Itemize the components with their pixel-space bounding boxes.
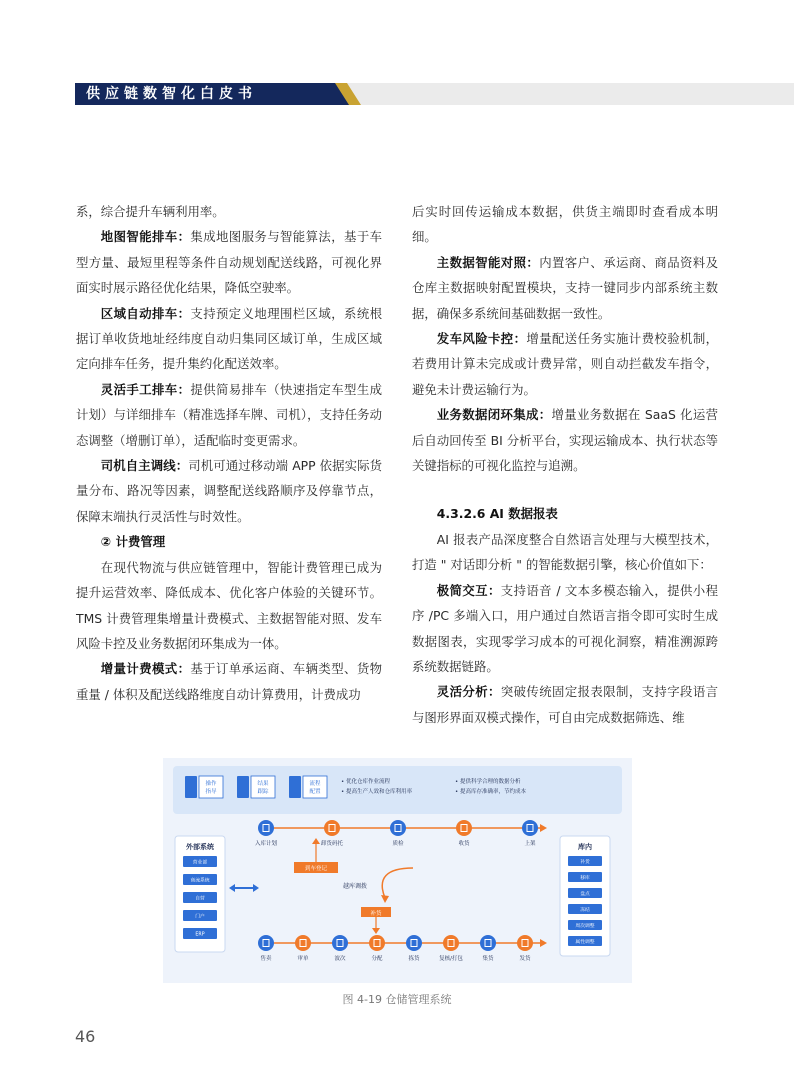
body-paragraph: AI 报表产品深度整合自然语言处理与大模型技术，打造 " 对话即分析 " 的智能数据引擎，核心价值如下： xyxy=(412,531,718,573)
warehouse-title: 库内 xyxy=(578,843,592,851)
feature-text: 基于订单承运商、车辆类型、货物重量 / 体积及配送线路维度自动计算费用，计费成功 xyxy=(76,661,383,702)
flow-step-label: 上架 xyxy=(524,841,536,847)
top-bullet: • 提高生产人效和仓库利用率 xyxy=(341,789,412,795)
top-box-label: 流程 xyxy=(309,781,321,787)
feature-label: 灵活手工排车： xyxy=(100,381,191,397)
flow-step-icon xyxy=(324,820,340,836)
flow-step-label: 质检 xyxy=(392,841,404,847)
right-text-column xyxy=(412,199,718,730)
flow-step-label: 收货 xyxy=(458,841,470,847)
top-box-label: 结果 xyxy=(257,781,269,787)
external-system-label: 营业部 xyxy=(192,860,208,866)
feature-paragraph xyxy=(76,656,382,707)
warehouse-item-label: 冻结 xyxy=(580,908,590,913)
flow-step-label: 集货 xyxy=(482,956,494,962)
feature-label: 司机自主调线： xyxy=(100,458,189,474)
top-bullet: • 提高库存准确率，节约成本 xyxy=(455,789,526,795)
external-systems-title: 外部系统 xyxy=(186,843,214,851)
figure-caption: 图 4-19 仓储管理系统 xyxy=(342,993,452,1006)
feature-label: 地图智能排车： xyxy=(100,229,191,245)
subsection-heading: ② 计费管理 xyxy=(100,534,166,550)
top-function-box xyxy=(237,776,275,798)
flow-step-label: 复核/打包 xyxy=(439,956,463,962)
warehouse-item-label: 盘点 xyxy=(580,892,590,897)
feature-text: 支持语音 / 文本多模态输入，提供小程序 /PC 多端入口，用户通过自然语言指令即可实时生成数据图表，实现零学习成本的可视化洞察，精准溯源跨系统数据链路。 xyxy=(412,582,718,674)
flow-step-label: 售卖 xyxy=(260,956,272,962)
replenish-label: 补货 xyxy=(370,911,382,917)
feature-label: 极简交互： xyxy=(436,582,501,598)
top-bullet: • 优化仓库作业流程 xyxy=(341,779,390,785)
top-box-label-line2: 指导 xyxy=(205,789,217,795)
body-paragraph: 在现代物流与供应链管理中，智能计费管理已成为提升运营效率、降低成本、优化客户体验的关键环节。TMS 计费管理集增量计费模式、主数据智能对照、发车风险卡控及业务数据闭环集成为一体。 xyxy=(76,559,382,651)
feature-text: 突破传统固定报表限制，支持字段语言与图形界面双模式操作，可自由完成数据筛选、维 xyxy=(412,684,719,725)
flow-step-label: 入库计划 xyxy=(254,841,278,847)
top-function-box xyxy=(185,776,223,798)
feature-text: 集成地图服务与智能算法，基于车型方量、最短里程等条件自动规划配送线路，可视化界面实时展示路径优化结果，降低空驶率。 xyxy=(76,229,383,296)
feature-text: 提供简易排车（快速指定车型生成计划）与详细排车（精准选择车牌、司机），支持任务动态调整（增删订单），适配临时变更需求。 xyxy=(76,381,383,448)
warehouse-item-label: 补货 xyxy=(580,860,590,865)
top-bullet: • 提供科学合理的数据分析 xyxy=(455,779,521,785)
warehouse-item-label: 周次调整 xyxy=(575,924,595,929)
feature-paragraph xyxy=(412,326,718,402)
external-system-label: 门户 xyxy=(195,914,205,920)
external-system-label: 自营 xyxy=(195,896,205,902)
flow-step-icon xyxy=(480,935,496,951)
flow-step-icon xyxy=(406,935,422,951)
external-system-label: ERP xyxy=(195,932,205,938)
flow-step-icon xyxy=(390,820,406,836)
flow-step-icon xyxy=(456,820,472,836)
top-box-label-line2: 跟踪 xyxy=(257,789,269,795)
feature-text: 内置客户、承运商、商品资料及仓库主数据映射配置模块，支持一键同步内部系统主数据，确保多系统间基础数据一致性。 xyxy=(412,254,719,321)
warehouse-item-label: 移库 xyxy=(580,876,590,881)
feature-label: 发车风险卡控： xyxy=(436,331,527,347)
section-heading: 4.3.2.6 AI 数据报表 xyxy=(436,506,558,522)
flow-step-label: 审单 xyxy=(297,956,309,962)
left-text-column xyxy=(76,199,382,707)
paragraph-continued: 系，综合提升车辆利用率。 xyxy=(76,204,225,219)
flow-step-label: 分配 xyxy=(371,956,383,962)
cross-dock-label: 越库调拨 xyxy=(343,883,368,890)
flow-step-icon xyxy=(443,935,459,951)
feature-text: 增量配送任务实施计费校验机制，若费用计算未完成或计费异常，则自动拦截发车指令，避免未计费运输行为。 xyxy=(412,331,719,397)
feature-paragraph xyxy=(412,250,718,326)
feature-paragraph xyxy=(76,453,382,529)
feature-label: 主数据智能对照： xyxy=(436,254,540,270)
feature-label: 区域自动排车： xyxy=(100,305,191,321)
feature-label: 业务数据闭环集成： xyxy=(436,407,552,423)
flow-step-icon xyxy=(258,935,274,951)
feature-paragraph xyxy=(412,578,718,680)
top-box-label-line2: 配置 xyxy=(309,789,321,795)
flow-step-icon xyxy=(332,935,348,951)
page-header-title: 供应链数智化白皮书 xyxy=(86,86,257,102)
feature-text: 支持预定义地理围栏区域，系统根据订单收货地址经纬度自动归集同区域订单，生成区域定向排车任务，提升集约化配送效率。 xyxy=(76,305,383,372)
feature-paragraph xyxy=(76,224,382,300)
warehouse-item-label: 属性调整 xyxy=(575,940,595,945)
feature-label: 灵活分析： xyxy=(436,684,501,700)
flow-step-icon xyxy=(258,820,274,836)
feature-text: 增量业务数据在 SaaS 化运营后自动回传至 BI 分析平台，实现运输成本、执行状态等关键指标的可视化监控与追溯。 xyxy=(412,407,719,474)
flow-step-icon xyxy=(369,935,385,951)
flow-step-icon xyxy=(522,820,538,836)
feature-paragraph xyxy=(76,301,382,377)
external-system-label: 商流系统 xyxy=(190,878,210,884)
feature-text: 司机可通过移动端 APP 依据实际货量分布、路况等因素，调整配送线路顺序及停靠节点，保障末端执行灵活性与时效性。 xyxy=(76,458,382,524)
top-function-box xyxy=(289,776,327,798)
warehouse-system-diagram xyxy=(163,758,632,983)
feature-label: 增量计费模式： xyxy=(100,661,191,677)
paragraph-continued: 后实时回传运输成本数据，供货主端即时查看成本明细。 xyxy=(412,204,718,245)
page-number: 46 xyxy=(75,1027,96,1046)
flow-step-label: 卸货码托 xyxy=(320,841,344,847)
flow-step-icon xyxy=(517,935,533,951)
flow-step-label: 发货 xyxy=(519,956,531,962)
feature-paragraph xyxy=(76,377,382,453)
flow-step-icon xyxy=(295,935,311,951)
flow-step-label: 波次 xyxy=(334,956,346,962)
top-box-label: 操作 xyxy=(205,781,217,787)
flow-step-label: 拣货 xyxy=(408,956,420,962)
arrival-registration-label: 到车登记 xyxy=(304,866,328,872)
feature-paragraph xyxy=(412,679,718,730)
feature-paragraph xyxy=(412,402,718,478)
